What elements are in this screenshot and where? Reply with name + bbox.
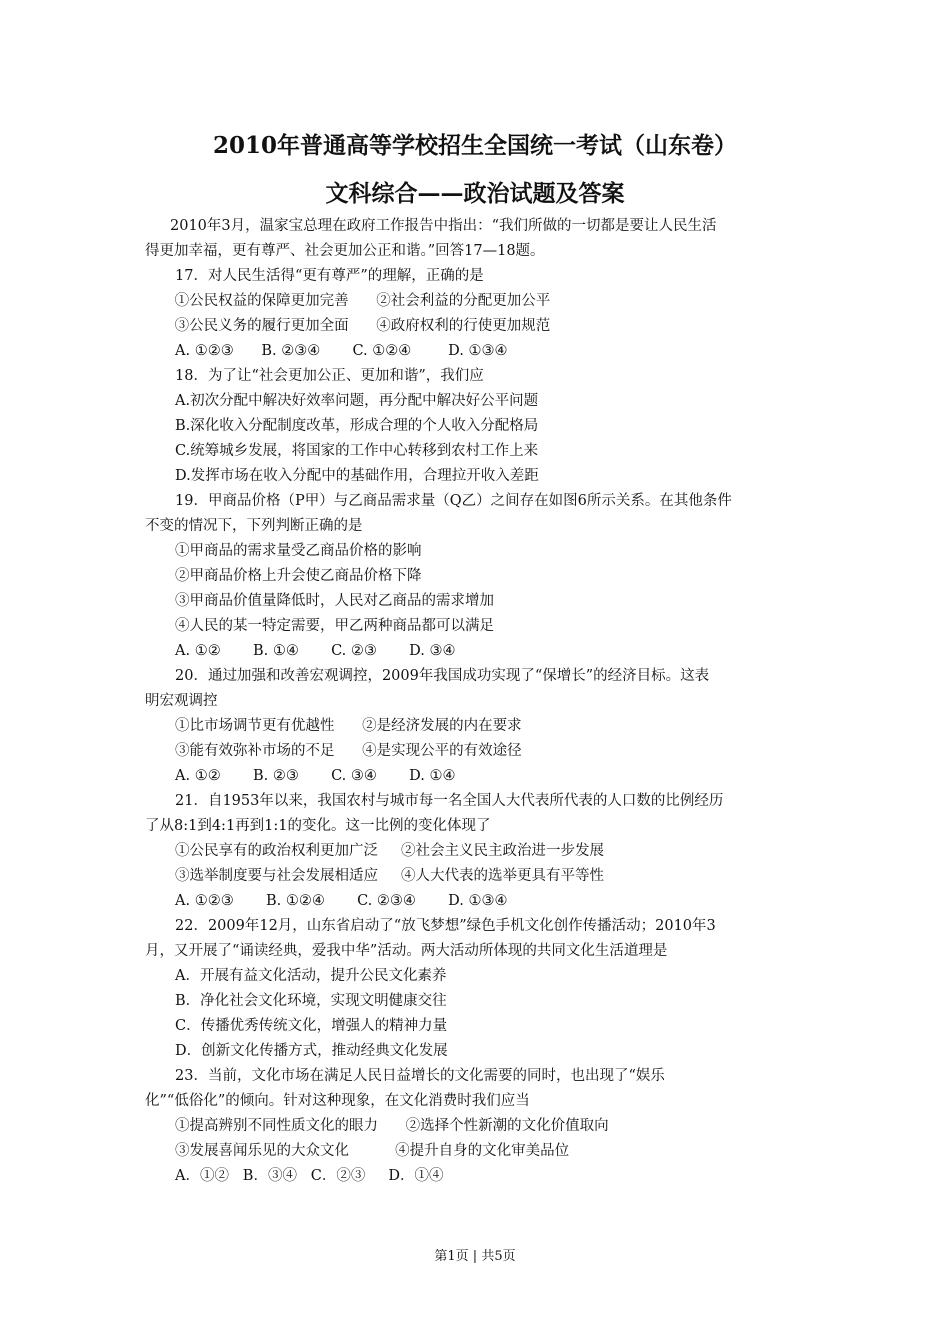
text-line: ③公民义务的履行更加全面 ④政府权利的行使更加规范: [170, 318, 551, 334]
text-line: ②甲商品价格上升会使乙商品价格下降: [175, 568, 422, 584]
text-line: B.深化收入分配制度改革，形成合理的个人收入分配格局: [175, 418, 539, 434]
text-line: ①公民享有的政治权利更加广泛 ②社会主义民主政治进一步发展: [175, 843, 605, 859]
text-line: 23．当前，文化市场在满足人民日益增长的文化需要的同时，也出现了“娱乐: [175, 1068, 665, 1084]
text-line: B．净化社会文化环境，实现文明健康交往: [175, 993, 447, 1009]
text-line: ④人民的某一特定需要，甲乙两种商品都可以满足: [175, 618, 494, 634]
text-line: 18．为了让“社会更加公正、更加和谐”，我们应: [175, 368, 484, 384]
text-line: 月，又开展了“诵读经典，爱我中华”活动。两大活动所体现的共同文化生活道理是: [145, 943, 668, 959]
text-line: 不变的情况下，下列判断正确的是: [145, 518, 363, 534]
text-line: 得更加幸福，更有尊严、社会更加公正和谐。”回答17—18题。: [145, 243, 545, 259]
document-title: 2010年普通高等学校招生全国统一考试（山东卷）: [212, 132, 737, 159]
text-line: 22．2009年12月，山东省启动了“放飞梦想”绿色手机文化创作传播活动；2010年3: [175, 918, 716, 934]
text-line: ③发展喜闻乐见的大众文化 ④提升自身的文化审美品位: [175, 1143, 570, 1159]
text-line: A．开展有益文化活动，提升公民文化素养: [175, 968, 447, 984]
text-line: A. ①② B. ②③ C. ③④ D. ①④: [175, 768, 456, 784]
text-line: ①公民权益的保障更加完善 ②社会利益的分配更加公平: [170, 293, 551, 309]
text-line: 19．甲商品价格（P甲）与乙商品需求量（Q乙）之间存在如图6所示关系。在其他条件: [175, 493, 732, 509]
text-line: A. ①②③ B. ②③④ C. ①②④ D. ①③④: [175, 343, 508, 359]
text-line: 17．对人民生活得“更有尊严”的理解，正确的是: [175, 268, 484, 284]
text-line: 化”“低俗化”的倾向。针对这种现象，在文化消费时我们应当: [145, 1093, 530, 1109]
text-line: ③甲商品价值量降低时，人民对乙商品的需求增加: [175, 593, 494, 609]
text-line: C．传播优秀传统文化，增强人的精神力量: [175, 1018, 448, 1034]
text-line: 明宏观调控: [145, 693, 218, 709]
text-line: ③选举制度要与社会发展相适应 ④人大代表的选举更具有平等性: [175, 868, 605, 884]
text-line: A．①② B．③④ C．②③ D．①④: [175, 1168, 444, 1184]
text-line: 了从8:1到4:1再到1:1的变化。这一比例的变化体现了: [145, 818, 491, 834]
text-line: A. ①② B. ①④ C. ②③ D. ③④: [175, 643, 456, 659]
text-line: A. ①②③ B. ①②④ C. ②③④ D. ①③④: [175, 893, 508, 909]
text-line: D.发挥市场在收入分配中的基础作用，合理拉开收入差距: [175, 468, 539, 484]
text-line: 20．通过加强和改善宏观调控，2009年我国成功实现了“保增长”的经济目标。这表: [175, 668, 710, 684]
page-footer: 第1页 | 共5页: [434, 1249, 516, 1264]
text-line: C.统筹城乡发展，将国家的工作中心转移到农村工作上来: [175, 443, 539, 459]
document-body: [145, 214, 810, 1189]
text-line: ①甲商品的需求量受乙商品价格的影响: [175, 543, 422, 559]
text-line: ①提高辨别不同性质文化的眼力 ②选择个性新潮的文化价值取向: [175, 1118, 609, 1134]
text-line: ①比市场调节更有优越性 ②是经济发展的内在要求: [175, 718, 522, 734]
text-line: 21．自1953年以来，我国农村与城市每一名全国人大代表所代表的人口数的比例经历: [175, 793, 724, 809]
text-line: A.初次分配中解决好效率问题，再分配中解决好公平问题: [175, 393, 539, 409]
text-line: D．创新文化传播方式，推动经典文化发展: [175, 1043, 448, 1059]
document-subtitle: 文科综合——政治试题及答案: [325, 180, 625, 207]
text-line: 2010年3月，温家宝总理在政府工作报告中指出：“我们所做的一切都是要让人民生活: [170, 218, 717, 234]
text-line: ③能有效弥补市场的不足 ④是实现公平的有效途径: [175, 743, 522, 759]
